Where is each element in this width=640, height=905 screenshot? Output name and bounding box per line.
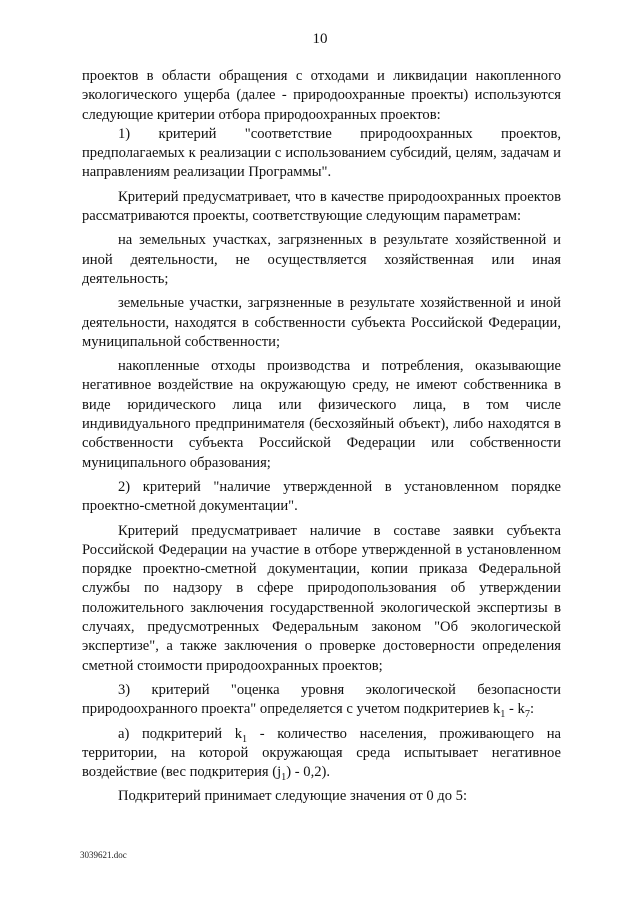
paragraph-9: 3) критерий "оценка уровня экологической безопасности природоохранного проекта" определяется с учетом подкритериев $k_1 - k_7$: xyxy=(82,681,561,721)
paragraph-3: Критерий предусматривает, что в качестве природоохранных проектов рассматриваются проекты, соответствующие следующим параметрам: xyxy=(82,188,561,225)
paragraph-2: 1) критерий "соответствие природоохранных проектов, предполагаемых к реализации с использованием субсидий, целям, задачам и направлениям реализации Программы". xyxy=(82,125,561,181)
paragraph-8: Критерий предусматривает наличие в составе заявки субъекта Российской Федерации на участие в отборе утвержденной в установленном порядке проектно-сметной документации, копии приказа Федеральной службы по надзору в сфере природопользования об утверждении положительного заключения государственной экологической экспертизы в случаях, предусмотренных Федеральным законом "Об экологической экспертизе", а также заключения о проверке достоверности определения сметной стоимости природоохранных проектов; xyxy=(82,522,561,674)
document-body xyxy=(82,67,561,807)
paragraph-5: земельные участки, загрязненные в результате хозяйственной и иной деятельности, находятся в собственности субъекта Российской Федерации, муниципальной собственности; xyxy=(82,295,561,350)
paragraph-1: проектов в области обращения с отходами и ликвидации накопленного экологического ущерба (далее - природоохранные проекты) используются следующие критерии отбора природоохранных проектов: xyxy=(82,68,561,123)
paragraph-11: Подкритерий принимает следующие значения от 0 до 5: xyxy=(118,788,468,805)
page-number: 10 xyxy=(312,31,328,47)
paragraph-6: накопленные отходы производства и потребления, оказывающие негативное воздействие на окружающую среду, не имеют собственника в виде юридического лица или физического лица, в том числе индивидуального предпринимателя (бесхозяйный объект), либо находятся в собственности субъекта Российской Федерации или собственности муниципального образования; xyxy=(82,358,561,471)
footer-filename: 3039621.doc xyxy=(80,850,127,860)
paragraph-7: 2) критерий "наличие утвержденной в установленном порядке проектно-сметной документации". xyxy=(82,478,561,515)
paragraph-4: на земельных участках, загрязненных в результате хозяйственной и иной деятельности, не осуществляется хозяйственная или иная деятельность; xyxy=(82,232,561,287)
paragraph-10: а) подкритерий $k_1$ - количество населения, проживающего на территории, на которой окружающая среда испытывает негативное воздействие (вес подкритерия $(j_1) - 0,2$). xyxy=(82,725,561,783)
